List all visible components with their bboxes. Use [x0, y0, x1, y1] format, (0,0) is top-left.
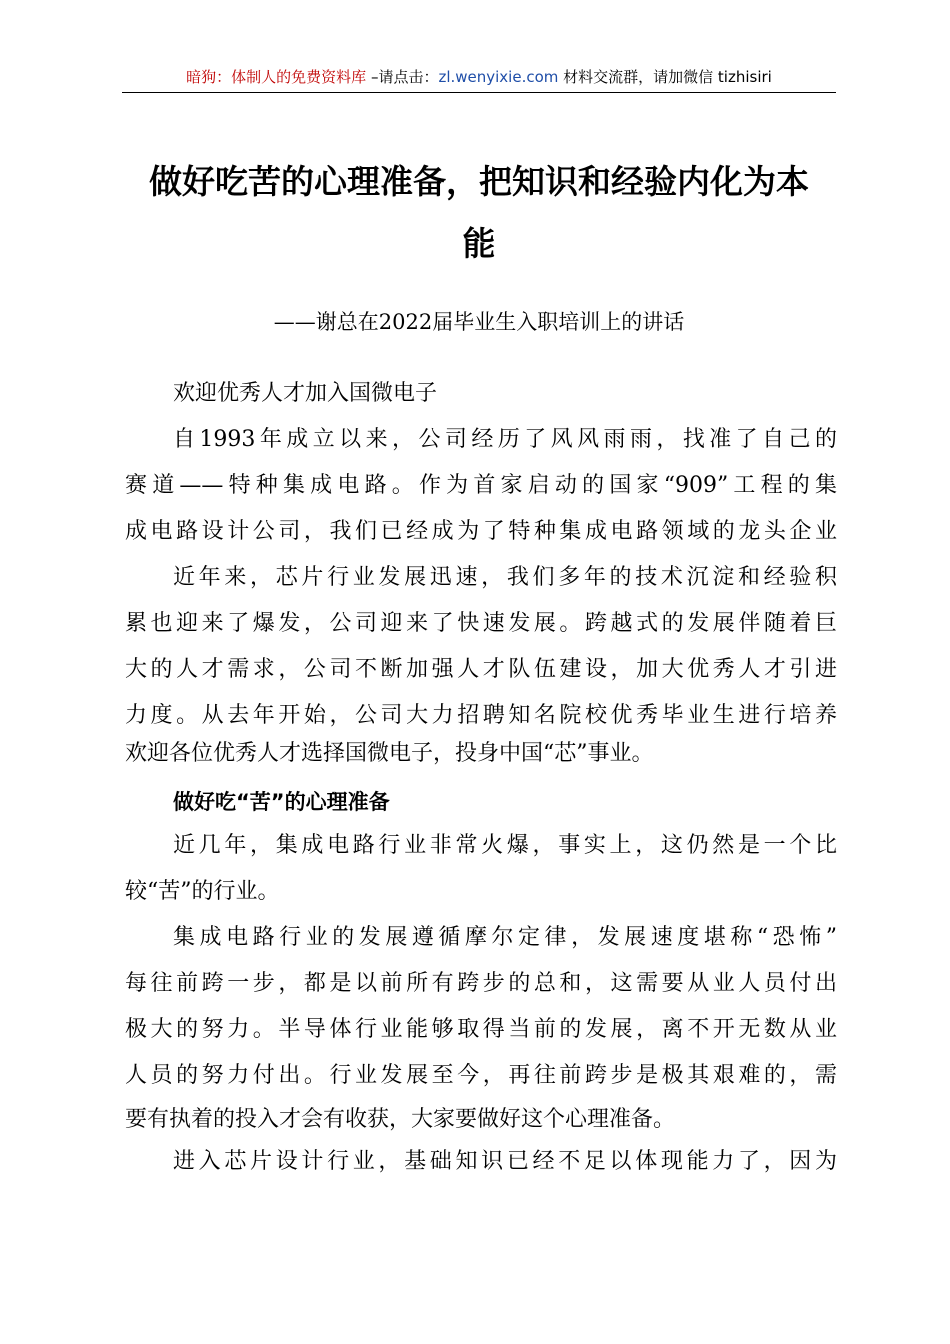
body-line: 进入芯片设计行业，基础知识已经不足以体现能力了，因为 — [173, 1149, 837, 1174]
page-header — [122, 62, 836, 93]
body-line: 累也迎来了爆发，公司迎来了快速发展。跨越式的发展伴随着巨 — [125, 611, 837, 636]
document-subtitle: ——谢总在2022届毕业生入职培训上的讲话 — [273, 310, 685, 334]
body-line: 极大的努力。半导体行业能够取得当前的发展，离不开无数从业 — [125, 1017, 837, 1042]
body-line: 自1993年成立以来，公司经历了风风雨雨，找准了自己的 — [173, 427, 837, 452]
header-group-note: 材料交流群，请加微信 tizhisiri — [558, 68, 772, 86]
document-title-line-2: 能 — [462, 224, 496, 263]
body-line: 每往前跨一步，都是以前所有跨步的总和，这需要从业人员付出 — [125, 971, 837, 996]
header-source-name: 暗狗：体制人的免费资料库 — [186, 68, 367, 86]
body-line: 力度。从去年开始，公司大力招聘知名院校优秀毕业生进行培养 — [125, 703, 837, 728]
body-line: 欢迎各位优秀人才选择国微电子，投身中国“芯”事业。 — [125, 741, 654, 766]
header-click-prompt: –请点击： — [366, 68, 439, 86]
body-line: 较“苦”的行业。 — [125, 879, 280, 904]
body-line: 成电路设计公司，我们已经成为了特种集成电路领域的龙头企业 — [125, 519, 837, 544]
header-site-link[interactable]: zl.wenyixie.com — [438, 68, 559, 86]
body-line: 集成电路行业的发展遵循摩尔定律，发展速度堪称“恐怖” — [173, 925, 837, 950]
body-line: 要有执着的投入才会有收获，大家要做好这个心理准备。 — [125, 1107, 676, 1132]
body-line: 人员的努力付出。行业发展至今，再往前跨步是极其艰难的，需 — [125, 1063, 837, 1088]
document-title-line-1: 做好吃苦的心理准备，把知识和经验内化为本 — [149, 162, 809, 201]
body-line: 近年来，芯片行业发展迅速，我们多年的技术沉淀和经验积 — [173, 565, 837, 590]
body-line: 近几年，集成电路行业非常火爆，事实上，这仍然是一个比 — [173, 833, 837, 858]
body-line: 大的人才需求，公司不断加强人才队伍建设，加大优秀人才引进 — [125, 657, 837, 682]
section-heading: 做好吃“苦”的心理准备 — [173, 790, 390, 814]
body-line: 赛道——特种集成电路。作为首家启动的国家“909”工程的集 — [125, 473, 837, 498]
paragraph-heading-welcome: 欢迎优秀人才加入国微电子 — [173, 381, 438, 406]
